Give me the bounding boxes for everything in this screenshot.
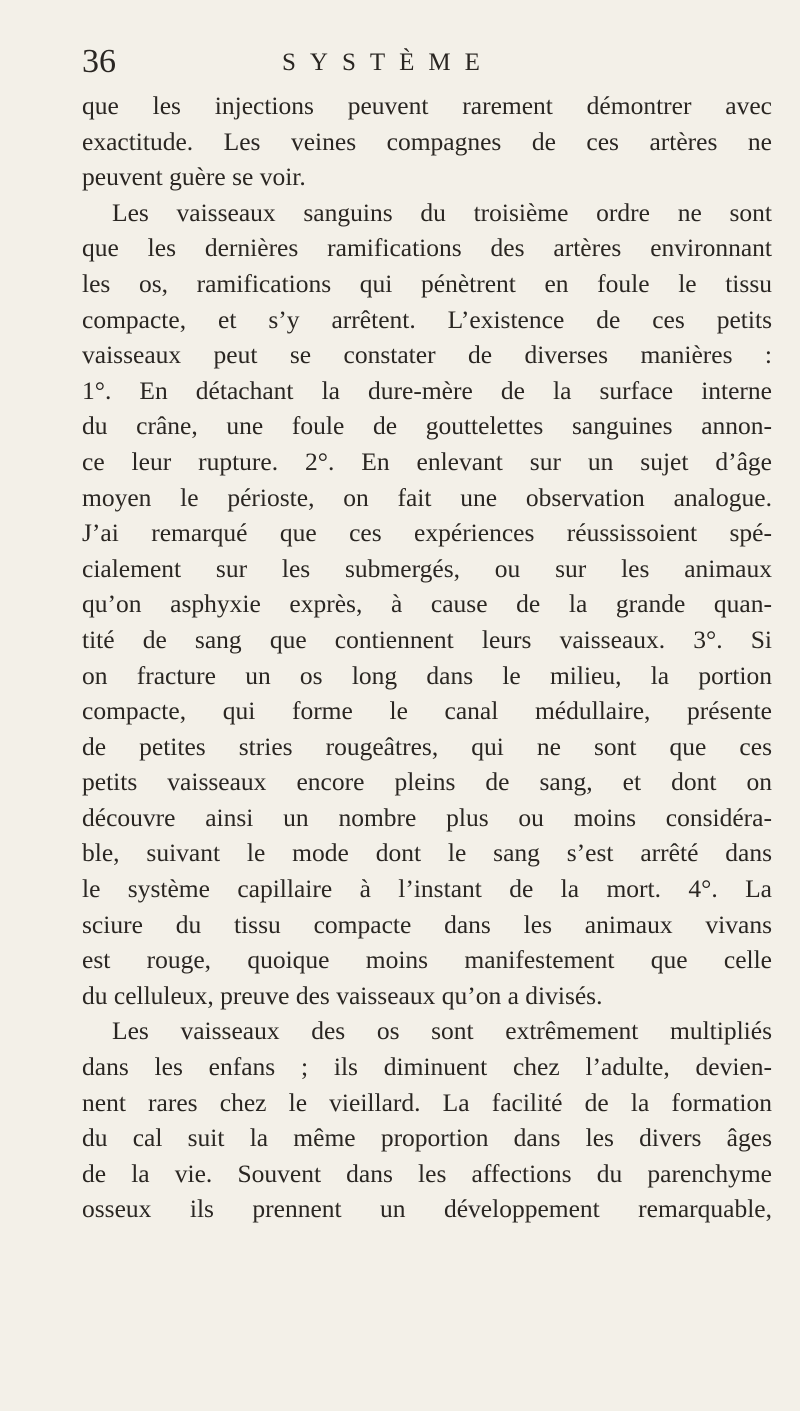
- text-line: que les dernières ramifications des artères environnant: [82, 233, 772, 263]
- text-line: Les vaisseaux sanguins du troisième ordre ne sont: [112, 197, 772, 227]
- text-line: sciure du tissu compacte dans les animaux vivans: [82, 909, 772, 939]
- text-line: ble, suivant le mode dont le sang s’est arrêté dans: [82, 838, 772, 868]
- text-line: exactitude. Les veines compagnes de ces artères ne: [82, 126, 772, 156]
- text-line: vaisseaux peut se constater de diverses manières :: [82, 340, 772, 370]
- text-line: dans les enfans ; ils diminuent chez l’adulte, devien-: [82, 1052, 772, 1082]
- text-line: de la vie. Souvent dans les affections du parenchyme: [82, 1158, 772, 1188]
- page-number: 36: [82, 43, 116, 80]
- text-line: on fracture un os long dans le milieu, la portion: [82, 660, 772, 690]
- text-line: 1°. En détachant la dure-mère de la surface interne: [82, 375, 772, 405]
- text-line: découvre ainsi un nombre plus ou moins considéra-: [82, 802, 772, 832]
- text-line: Les vaisseaux des os sont extrêmement multipliés: [112, 1016, 772, 1046]
- running-title: SYSTÈME: [282, 49, 494, 76]
- text-line: le système capillaire à l’instant de la mort. 4°. La: [82, 874, 772, 904]
- text-line: ce leur rupture. 2°. En enlevant sur un sujet d’âge: [82, 446, 772, 476]
- text-line: nent rares chez le vieillard. La facilité de la formation: [82, 1087, 772, 1117]
- text-line: qu’on asphyxie exprès, à cause de la grande quan-: [82, 589, 772, 619]
- text-line: du crâne, une foule de gouttelettes sanguines annon-: [82, 411, 772, 441]
- text-line: compacte, et s’y arrêtent. L’existence de ces petits: [82, 304, 772, 334]
- text-line: peuvent guère se voir.: [82, 162, 306, 192]
- text-line: compacte, qui forme le canal médullaire, présente: [82, 696, 772, 726]
- text-line: tité de sang que contiennent leurs vaisseaux. 3°. Si: [82, 624, 772, 654]
- text-line: que les injections peuvent rarement démontrer avec: [82, 91, 772, 120]
- text-line: de petites stries rougeâtres, qui ne sont que ces: [82, 731, 772, 761]
- text-line: moyen le périoste, on fait une observation analogue.: [82, 482, 772, 512]
- text-line: J’ai remarqué que ces expériences réussissoient spé-: [82, 518, 772, 548]
- text-line: les os, ramifications qui pénètrent en foule le tissu: [82, 268, 772, 298]
- text-line: du cal suit la même proportion dans les divers âges: [82, 1123, 772, 1153]
- text-line: du celluleux, preuve des vaisseaux qu’on a divisés.: [82, 980, 603, 1010]
- running-head: [82, 42, 762, 82]
- text-line: osseux ils prennent un développement remarquable,: [82, 1194, 772, 1224]
- text-line: petits vaisseaux encore pleins de sang, et dont on: [82, 767, 772, 797]
- body-text: [82, 88, 772, 1227]
- text-line: est rouge, quoique moins manifestement que celle: [82, 945, 772, 975]
- text-line: cialement sur les submergés, ou sur les animaux: [82, 553, 772, 583]
